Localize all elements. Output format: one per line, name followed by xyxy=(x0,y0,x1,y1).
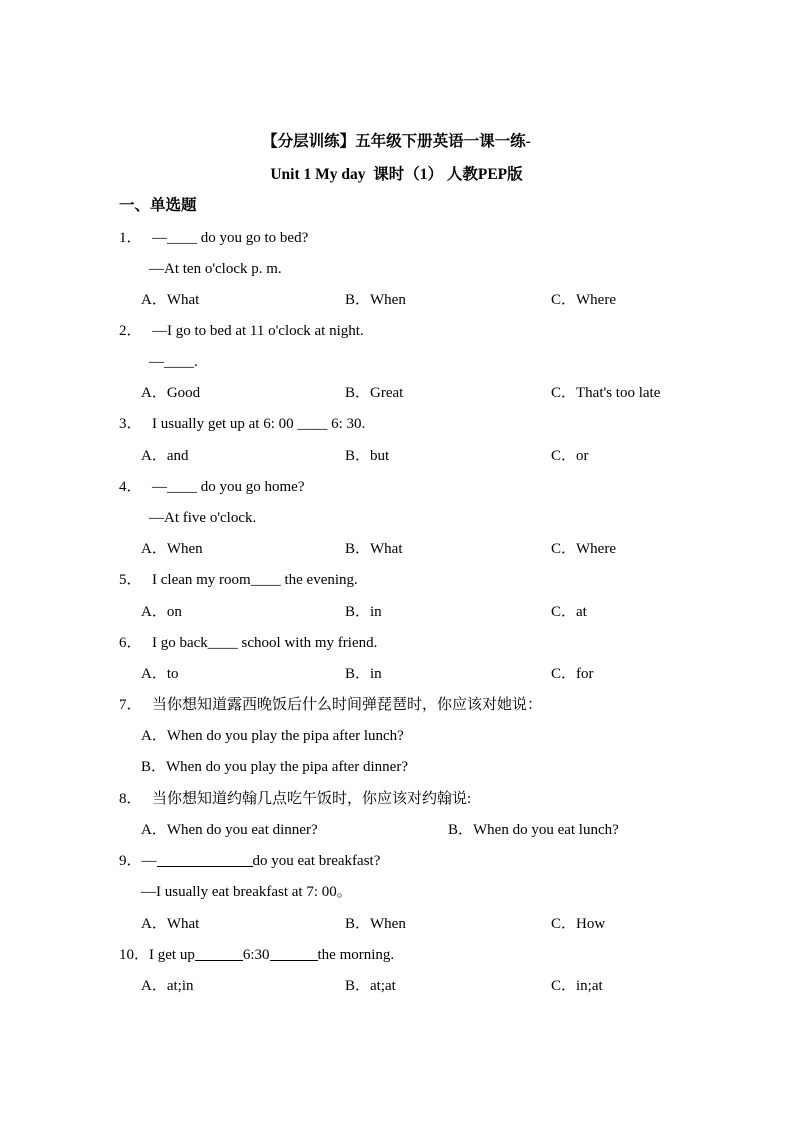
question-2-stem: —I go to bed at 11 o'clock at night. xyxy=(152,323,364,339)
question-10-blank-1[interactable] xyxy=(195,946,243,961)
question-10-number: 10． xyxy=(119,947,150,963)
question-6-option-a[interactable]: A．to xyxy=(141,666,179,682)
question-3-option-c[interactable]: C．or xyxy=(551,448,589,464)
question-5-number: 5． xyxy=(119,572,142,588)
question-3-stem: I usually get up at 6: 00 ____ 6: 30. xyxy=(152,416,366,432)
question-6-stem: I go back____ school with my friend. xyxy=(152,635,378,651)
question-1-stem: —____ do you go to bed? xyxy=(152,230,309,246)
question-6-option-b[interactable]: B．in xyxy=(345,666,382,682)
question-2-number: 2． xyxy=(119,323,142,339)
question-10-blank-2[interactable] xyxy=(270,946,318,961)
question-5-stem: I clean my room____ the evening. xyxy=(152,572,358,588)
question-10-stem-end: the morning. xyxy=(317,947,395,963)
question-9-dash: — xyxy=(141,853,157,869)
question-3-option-a[interactable]: A．and xyxy=(141,448,189,464)
question-1-option-a[interactable]: A．What xyxy=(141,292,200,308)
question-4-answer-line: —At five o'clock. xyxy=(149,510,257,526)
question-10-option-b[interactable]: B．at;at xyxy=(345,978,396,994)
question-1-number: 1． xyxy=(119,230,142,246)
question-9-option-b[interactable]: B．When xyxy=(345,916,406,932)
question-2-option-a[interactable]: A．Good xyxy=(141,385,201,401)
question-8-option-a[interactable]: A．When do you eat dinner? xyxy=(141,822,318,838)
question-10-option-c[interactable]: C．in;at xyxy=(551,978,603,994)
question-7-option-a[interactable]: A．When do you play the pipa after lunch? xyxy=(141,728,404,744)
question-9-stem-line xyxy=(119,852,380,870)
question-2-option-b[interactable]: B．Great xyxy=(345,385,404,401)
question-3-option-b[interactable]: B．but xyxy=(345,448,390,464)
question-7-number: 7． xyxy=(119,697,142,713)
question-10-stem-mid: 6:30 xyxy=(242,947,270,963)
question-8-stem: 当你想知道约翰几点吃午饭时，你应该对约翰说: xyxy=(152,791,472,807)
question-10-stem-start: I get up xyxy=(149,947,195,963)
question-1-option-c[interactable]: C．Where xyxy=(551,292,616,308)
question-3-number: 3． xyxy=(119,416,142,432)
question-10-option-a[interactable]: A．at;in xyxy=(141,978,194,994)
question-6-option-c[interactable]: C．for xyxy=(551,666,594,682)
question-2-option-c[interactable]: C．That's too late xyxy=(551,385,661,401)
question-9-option-c[interactable]: C．How xyxy=(551,916,606,932)
question-9-option-a[interactable]: A．What xyxy=(141,916,200,932)
question-9-stem: do you eat breakfast? xyxy=(252,853,381,869)
question-8-number: 8． xyxy=(119,791,142,807)
question-1-option-b[interactable]: B．When xyxy=(345,292,406,308)
question-8-option-b[interactable]: B．When do you eat lunch? xyxy=(448,822,619,838)
title-line-2: Unit 1 My day 课时（1） 人教PEP版 xyxy=(270,166,523,183)
question-5-option-a[interactable]: A．on xyxy=(141,604,182,620)
question-4-option-c[interactable]: C．Where xyxy=(551,541,616,557)
question-5-option-b[interactable]: B．in xyxy=(345,604,382,620)
question-9-number: 9． xyxy=(119,853,142,869)
question-7-stem: 当你想知道露西晚饭后什么时间弹琵琶时，你应该对她说： xyxy=(152,697,543,713)
question-4-number: 4． xyxy=(119,479,142,495)
title-line-1: 【分层训练】五年级下册英语一课一练- xyxy=(262,133,531,150)
question-7-option-b[interactable]: B．When do you play the pipa after dinner? xyxy=(141,759,408,775)
question-4-option-a[interactable]: A．When xyxy=(141,541,203,557)
question-1-answer-line: —At ten o'clock p. m. xyxy=(149,261,282,277)
question-5-option-c[interactable]: C．at xyxy=(551,604,587,620)
question-4-option-b[interactable]: B．What xyxy=(345,541,403,557)
question-9-blank[interactable] xyxy=(157,852,253,867)
question-9-answer-line: —I usually eat breakfast at 7: 00。 xyxy=(141,884,352,900)
question-4-stem: —____ do you go home? xyxy=(152,479,305,495)
question-10-stem-line xyxy=(119,946,394,964)
section-heading: 一、单选题 xyxy=(119,197,197,214)
question-2-answer-line: —____. xyxy=(149,354,198,370)
question-6-number: 6． xyxy=(119,635,142,651)
